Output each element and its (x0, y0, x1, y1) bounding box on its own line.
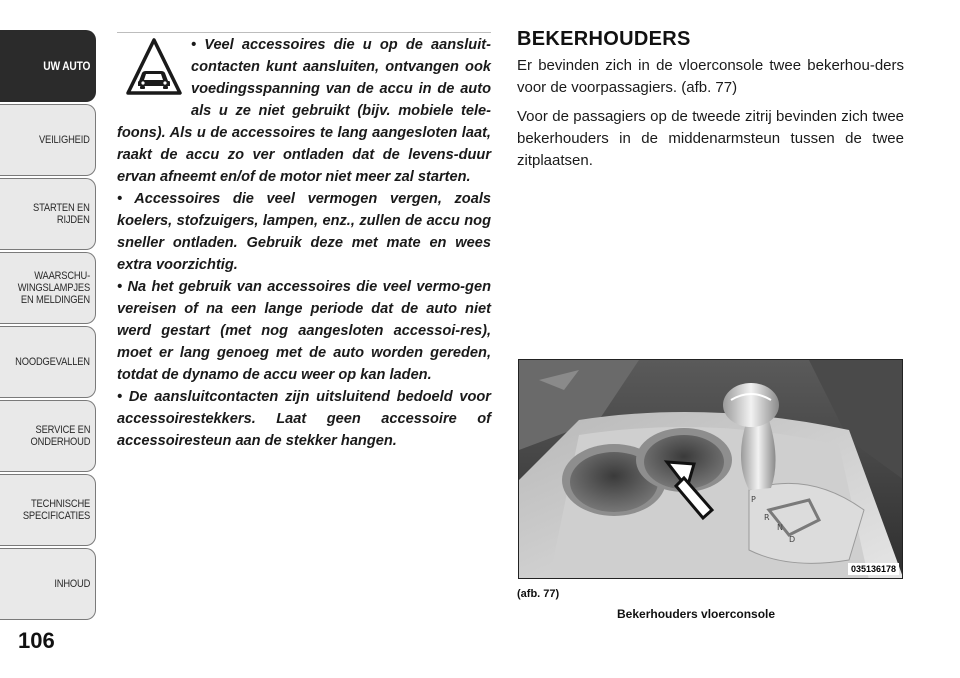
tab-waarschuwingslampjes[interactable] (0, 252, 96, 324)
tab-uw-auto[interactable] (0, 30, 96, 102)
tab-label: STARTEN EN RIJDEN (33, 202, 90, 226)
tab-veiligheid[interactable] (0, 104, 96, 176)
tab-technische-specificaties[interactable] (0, 474, 96, 546)
tab-noodgevallen[interactable] (0, 326, 96, 398)
warning-block (117, 34, 491, 452)
tab-label: WAARSCHU- WINGSLAMPJES EN MELDINGEN (17, 270, 90, 306)
warning-item-4: • De aansluitcontacten zijn uitsluitend bedoeld voor accessoirestekkers. Laat geen accessoire of accessoiresteun aan de stekker hangen. (117, 389, 491, 449)
section-title: BEKERHOUDERS (517, 28, 691, 50)
tab-service-en-onderhoud[interactable] (0, 400, 96, 472)
warning-top-rule (117, 32, 491, 33)
tab-starten-en-rijden[interactable] (0, 178, 96, 250)
svg-text:D: D (789, 535, 796, 544)
tab-label: VEILIGHEID (39, 134, 90, 146)
cup-holders-section (517, 28, 904, 179)
car-battery-warning-icon (125, 37, 183, 99)
tab-label: UW AUTO (43, 59, 90, 73)
figure-reference: (afb. 77) (517, 588, 560, 600)
section-paragraph: Er bevinden zich in de vloerconsole twee bekerhou-ders voor de voorpassagiers. (afb. 77) (517, 57, 904, 96)
svg-text:R: R (764, 513, 770, 522)
tab-label: SERVICE EN ONDERHOUD (30, 424, 90, 448)
tab-label: TECHNISCHE SPECIFICATIES (22, 498, 91, 522)
tab-inhoud[interactable] (0, 548, 96, 620)
figure-caption: Bekerhouders vloerconsole (617, 607, 776, 621)
figure-code: 035136178 (848, 563, 899, 575)
svg-text:P: P (751, 495, 756, 504)
console-illustration (519, 360, 903, 579)
page-number: 106 (18, 628, 55, 653)
svg-text:N: N (777, 523, 783, 532)
tab-label: NOODGEVALLEN (15, 356, 90, 368)
tab-label: INHOUD (54, 578, 90, 590)
warning-item-3: • Na het gebruik van accessoires die veel vermo-gen vereisen of na een lange periode dat de auto niet werd gestart (met nog aangesloten accessoi-res), moet er lang genoeg met de auto worden gereden, totdat de dynamo de accu weer op kan laden. (117, 279, 491, 383)
warning-item-1: • Veel accessoires die u op de aansluit-contacten kunt aansluiten, ontvangen ook voedingsspanning van de accu in de auto als u ze niet gebruikt (bijv. mobiele tele-foons). Als u de accessoires te lang aangesloten laat, raakt de accu zo ver ontladen dat de levens-duur ervan afneemt en/of de motor niet meer zal starten. (117, 37, 491, 185)
cup-holder-figure (518, 359, 903, 579)
section-paragraph: Voor de passagiers op de tweede zitrij bevinden zich twee bekerhouders in de middenarmsteun tussen de twee zitplaatsen. (517, 108, 904, 169)
warning-item-2: • Accessoires die veel vermogen vergen, zoals koelers, stofzuigers, lampen, enz., zullen de accu nog sneller ontladen. Gebruik deze met mate en wees extra voorzichtig. (117, 191, 491, 273)
